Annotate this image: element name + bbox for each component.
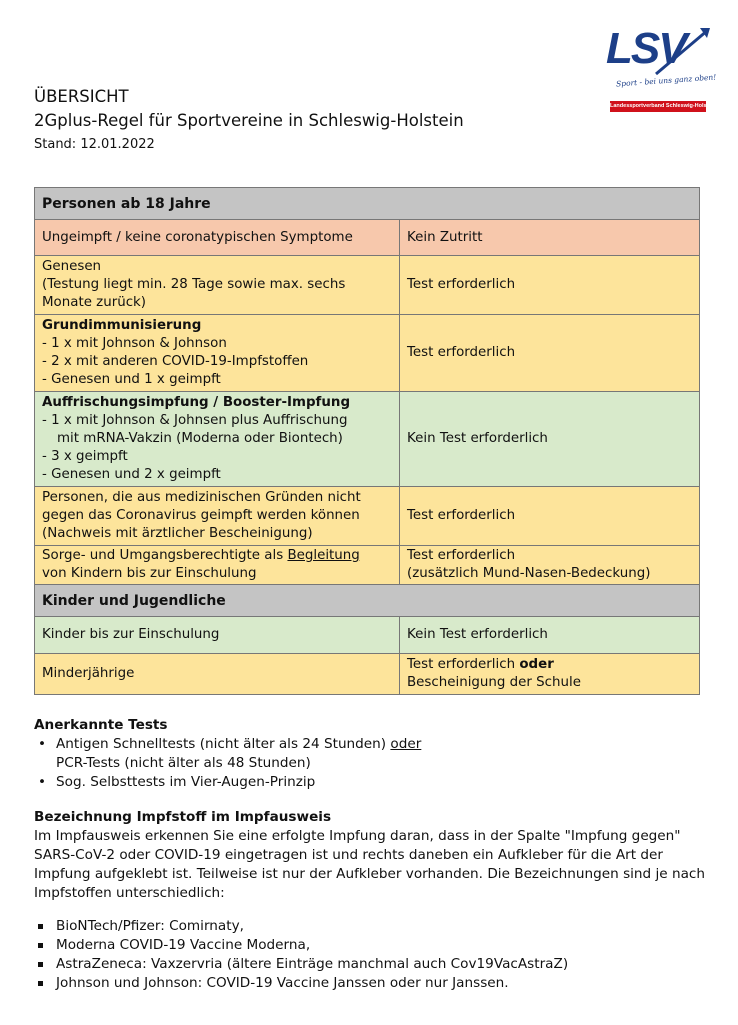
section-adults xyxy=(35,188,700,220)
person-cell xyxy=(35,256,400,315)
person-cell: Kinder bis zur Einschulung xyxy=(35,617,400,654)
table-row xyxy=(35,392,700,487)
rule-cell xyxy=(400,654,700,695)
person-line: - 3 x geimpft xyxy=(42,449,128,464)
underlined-text: oder xyxy=(390,736,422,752)
person-line xyxy=(42,547,392,565)
rule-text: Test erforderlich xyxy=(407,657,520,672)
person-line: gegen das Coronavirus geimpft werden können xyxy=(42,508,360,523)
table-row xyxy=(35,220,700,256)
logo-org: Landessportverband Schleswig-Holstein xyxy=(610,101,706,112)
person-line: - Genesen und 1 x geimpft xyxy=(42,372,221,387)
list-item: • Sog. Selbsttests im Vier-Augen-Prinzip xyxy=(34,773,714,792)
list-item xyxy=(34,735,714,773)
test-text: PCR-Tests (nicht älter als 48 Stunden) xyxy=(56,755,311,771)
person-line: mit mRNA-Vakzin (Moderna oder Biontech) xyxy=(57,431,343,446)
section-kids-label: Kinder und Jugendliche xyxy=(35,585,700,617)
rule-line xyxy=(407,656,692,674)
table-row xyxy=(35,487,700,546)
notes xyxy=(34,716,714,993)
tests-heading: Anerkannte Tests xyxy=(34,717,168,733)
person-line: - 2 x mit anderen COVID-19-Impfstoffen xyxy=(42,354,309,369)
date-stand: Stand: 12.01.2022 xyxy=(34,137,155,152)
table-row xyxy=(35,546,700,585)
person-cell xyxy=(35,392,400,487)
list-item: AstraZeneca: Vaxzervria (ältere Einträge manchmal auch Cov19VacAstraZ) xyxy=(34,955,714,974)
person-line: Genesen xyxy=(42,259,102,274)
row-heading: Auffrischungsimpfung / Booster-Impfung xyxy=(42,395,351,410)
person-line: von Kindern bis zur Einschulung xyxy=(42,566,257,581)
person-cell: Minderjährige xyxy=(35,654,400,695)
rules-table xyxy=(34,187,700,695)
rule-cell: Kein Test erforderlich xyxy=(400,392,700,487)
person-line: - Genesen und 2 x geimpft xyxy=(42,467,221,482)
rule-line: (zusätzlich Mund-Nasen-Bedeckung) xyxy=(407,566,651,581)
person-text: Sorge- und Umgangsberechtigte als xyxy=(42,548,288,563)
list-item: BioNTech/Pfizer: Comirnaty, xyxy=(34,917,714,936)
rule-line: Bescheinigung der Schule xyxy=(407,675,581,690)
rule-cell: Kein Zutritt xyxy=(400,220,700,256)
vaccine-heading: Bezeichnung Impfstoff im Impfausweis xyxy=(34,809,332,825)
logo-tagline: Sport - bei uns ganz oben! xyxy=(615,72,717,89)
underlined-text: Begleitung xyxy=(287,548,360,563)
person-cell xyxy=(35,315,400,392)
test-text: Antigen Schnelltests (nicht älter als 24 Stunden) xyxy=(56,736,391,752)
rule-cell: Kein Test erforderlich xyxy=(400,617,700,654)
person-line: - 1 x mit Johnson & Johnsen plus Auffrischung xyxy=(42,413,348,428)
rule-cell: Test erforderlich xyxy=(400,315,700,392)
list-item: Johnson und Johnson: COVID-19 Vaccine Janssen oder nur Janssen. xyxy=(34,974,714,993)
section-kids xyxy=(35,585,700,617)
section-adults-label: Personen ab 18 Jahre xyxy=(35,188,700,220)
person-line: - 1 x mit Johnson & Johnson xyxy=(42,336,227,351)
row-heading: Grundimmunisierung xyxy=(42,318,202,333)
person-line: Monate zurück) xyxy=(42,295,147,310)
vaccine-paragraph: Im Impfausweis erkennen Sie eine erfolgte Impfung daran, dass in der Spalte "Impfung gegen" SARS-CoV-2 oder COVID-19 eingetragen ist und rechts daneben ein Aufkleber für die Art der Impfung aufgeklebt ist. Teilweise ist nur der Aufkleber vorhanden. Die Bezeichnungen sind je nach Impfstoffen unterschiedlich: xyxy=(34,828,705,901)
page-title: 2Gplus-Regel für Sportvereine in Schleswig-Holstein xyxy=(34,111,464,130)
person-cell xyxy=(35,487,400,546)
person-cell: Ungeimpft / keine coronatypischen Symptome xyxy=(35,220,400,256)
person-line: Personen, die aus medizinischen Gründen nicht xyxy=(42,490,361,505)
logo-text: LSV xyxy=(606,24,686,73)
list-item: Moderna COVID-19 Vaccine Moderna, xyxy=(34,936,714,955)
lsv-logo xyxy=(604,22,716,114)
table-row xyxy=(35,617,700,654)
person-cell xyxy=(35,546,400,585)
table-row xyxy=(35,654,700,695)
rule-cell: Test erforderlich xyxy=(400,487,700,546)
header xyxy=(34,86,464,155)
table-row xyxy=(35,315,700,392)
person-line: (Nachweis mit ärztlicher Bescheinigung) xyxy=(42,526,313,541)
rule-cell: Test erforderlich xyxy=(400,256,700,315)
table-row xyxy=(35,256,700,315)
overline: ÜBERSICHT xyxy=(34,87,129,106)
bold-text: oder xyxy=(519,657,554,672)
person-line: (Testung liegt min. 28 Tage sowie max. sechs xyxy=(42,277,346,292)
rule-cell xyxy=(400,546,700,585)
rule-line: Test erforderlich xyxy=(407,548,516,563)
